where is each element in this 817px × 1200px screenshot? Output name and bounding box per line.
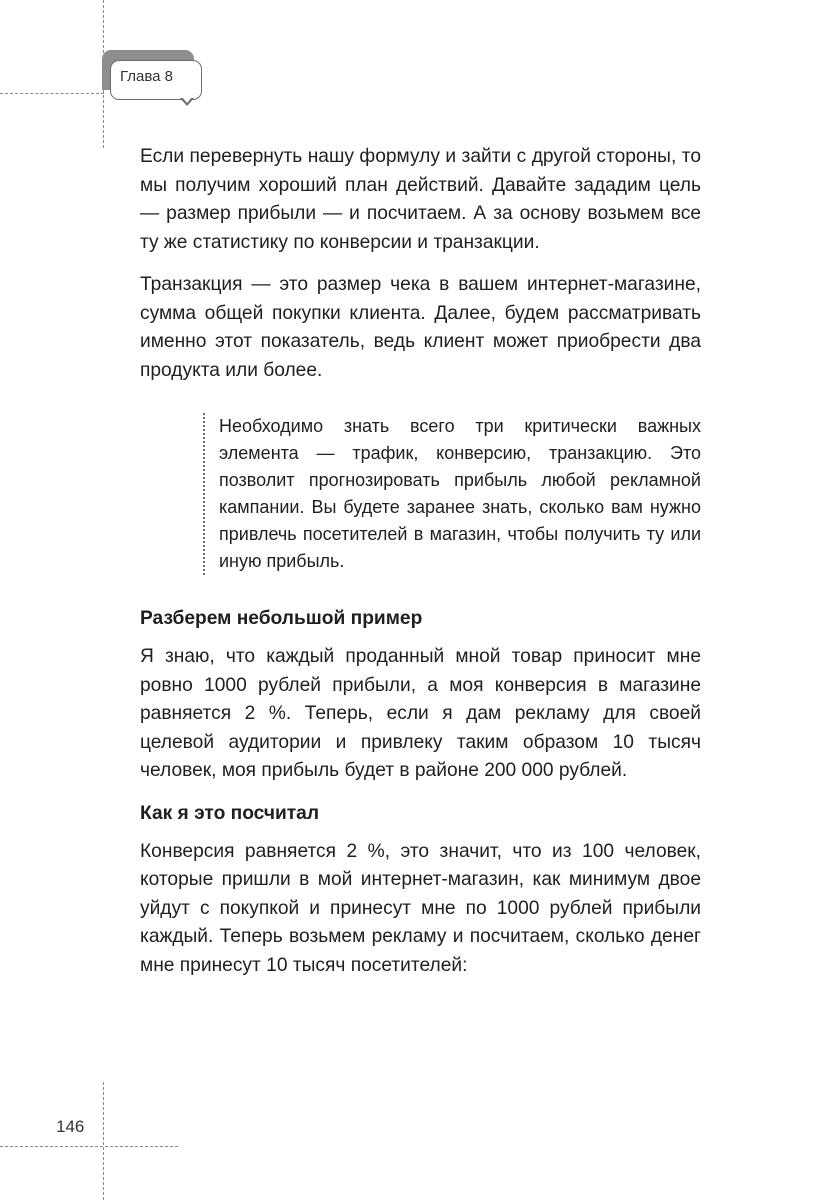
crop-mark-vertical-bottom [103,1082,104,1200]
paragraph-example: Я знаю, что каждый проданный мной товар приносит мне ровно 1000 рублей прибыли, а моя конверсия в магазине равняется 2 %. Теперь, если я дам рекламу для своей целевой аудитории и привлеку таким образом 10 тысяч человек, моя прибыль будет в районе 200 000 рублей. [140,646,701,781]
chapter-label: Глава 8 [120,68,174,85]
section-heading-calculation: Как я это посчитал [140,802,320,824]
section-heading-example: Разберем небольшой пример [140,608,423,629]
callout-quote: Необходимо знать всего три критически важных элемента — трафик, конверсию, транзакцию. Это позволит прогнозировать прибыль любой рекламной кампании. Вы будете заранее знать, сколько вам нужно привлечь посетителей в магазин, чтобы получить ту или иную прибыль. [203,413,701,575]
page-body [140,143,701,994]
paragraph-intro: Если перевернуть нашу формулу и зайти с другой стороны, то мы получим хороший план действий. Давайте зададим цель — размер прибыли — и посчитаем. А за основу возьмем все ту же статистику по конверсии и транзакции. [140,146,701,253]
paragraph-transaction: Транзакция — это размер чека в вашем интернет-магазине, сумма общей покупки клиента. Далее, будем рассматривать именно этот показатель, ведь клиент может приобрести два продукта или более. [140,274,701,381]
page-number: 146 [56,1117,85,1136]
chapter-tab-pointer-fill [182,97,192,103]
crop-mark-horizontal-top [0,93,104,94]
crop-mark-horizontal-bottom [0,1146,178,1147]
paragraph-calculation: Конверсия равняется 2 %, это значит, что из 100 человек, которые пришли в мой интернет-магазин, как минимум двое уйдут с покупкой и принесут мне по 1000 рублей прибыли каждый. Теперь возьмем рекламу и посчитаем, сколько денег мне принесут 10 тысяч посетителей: [140,840,701,976]
